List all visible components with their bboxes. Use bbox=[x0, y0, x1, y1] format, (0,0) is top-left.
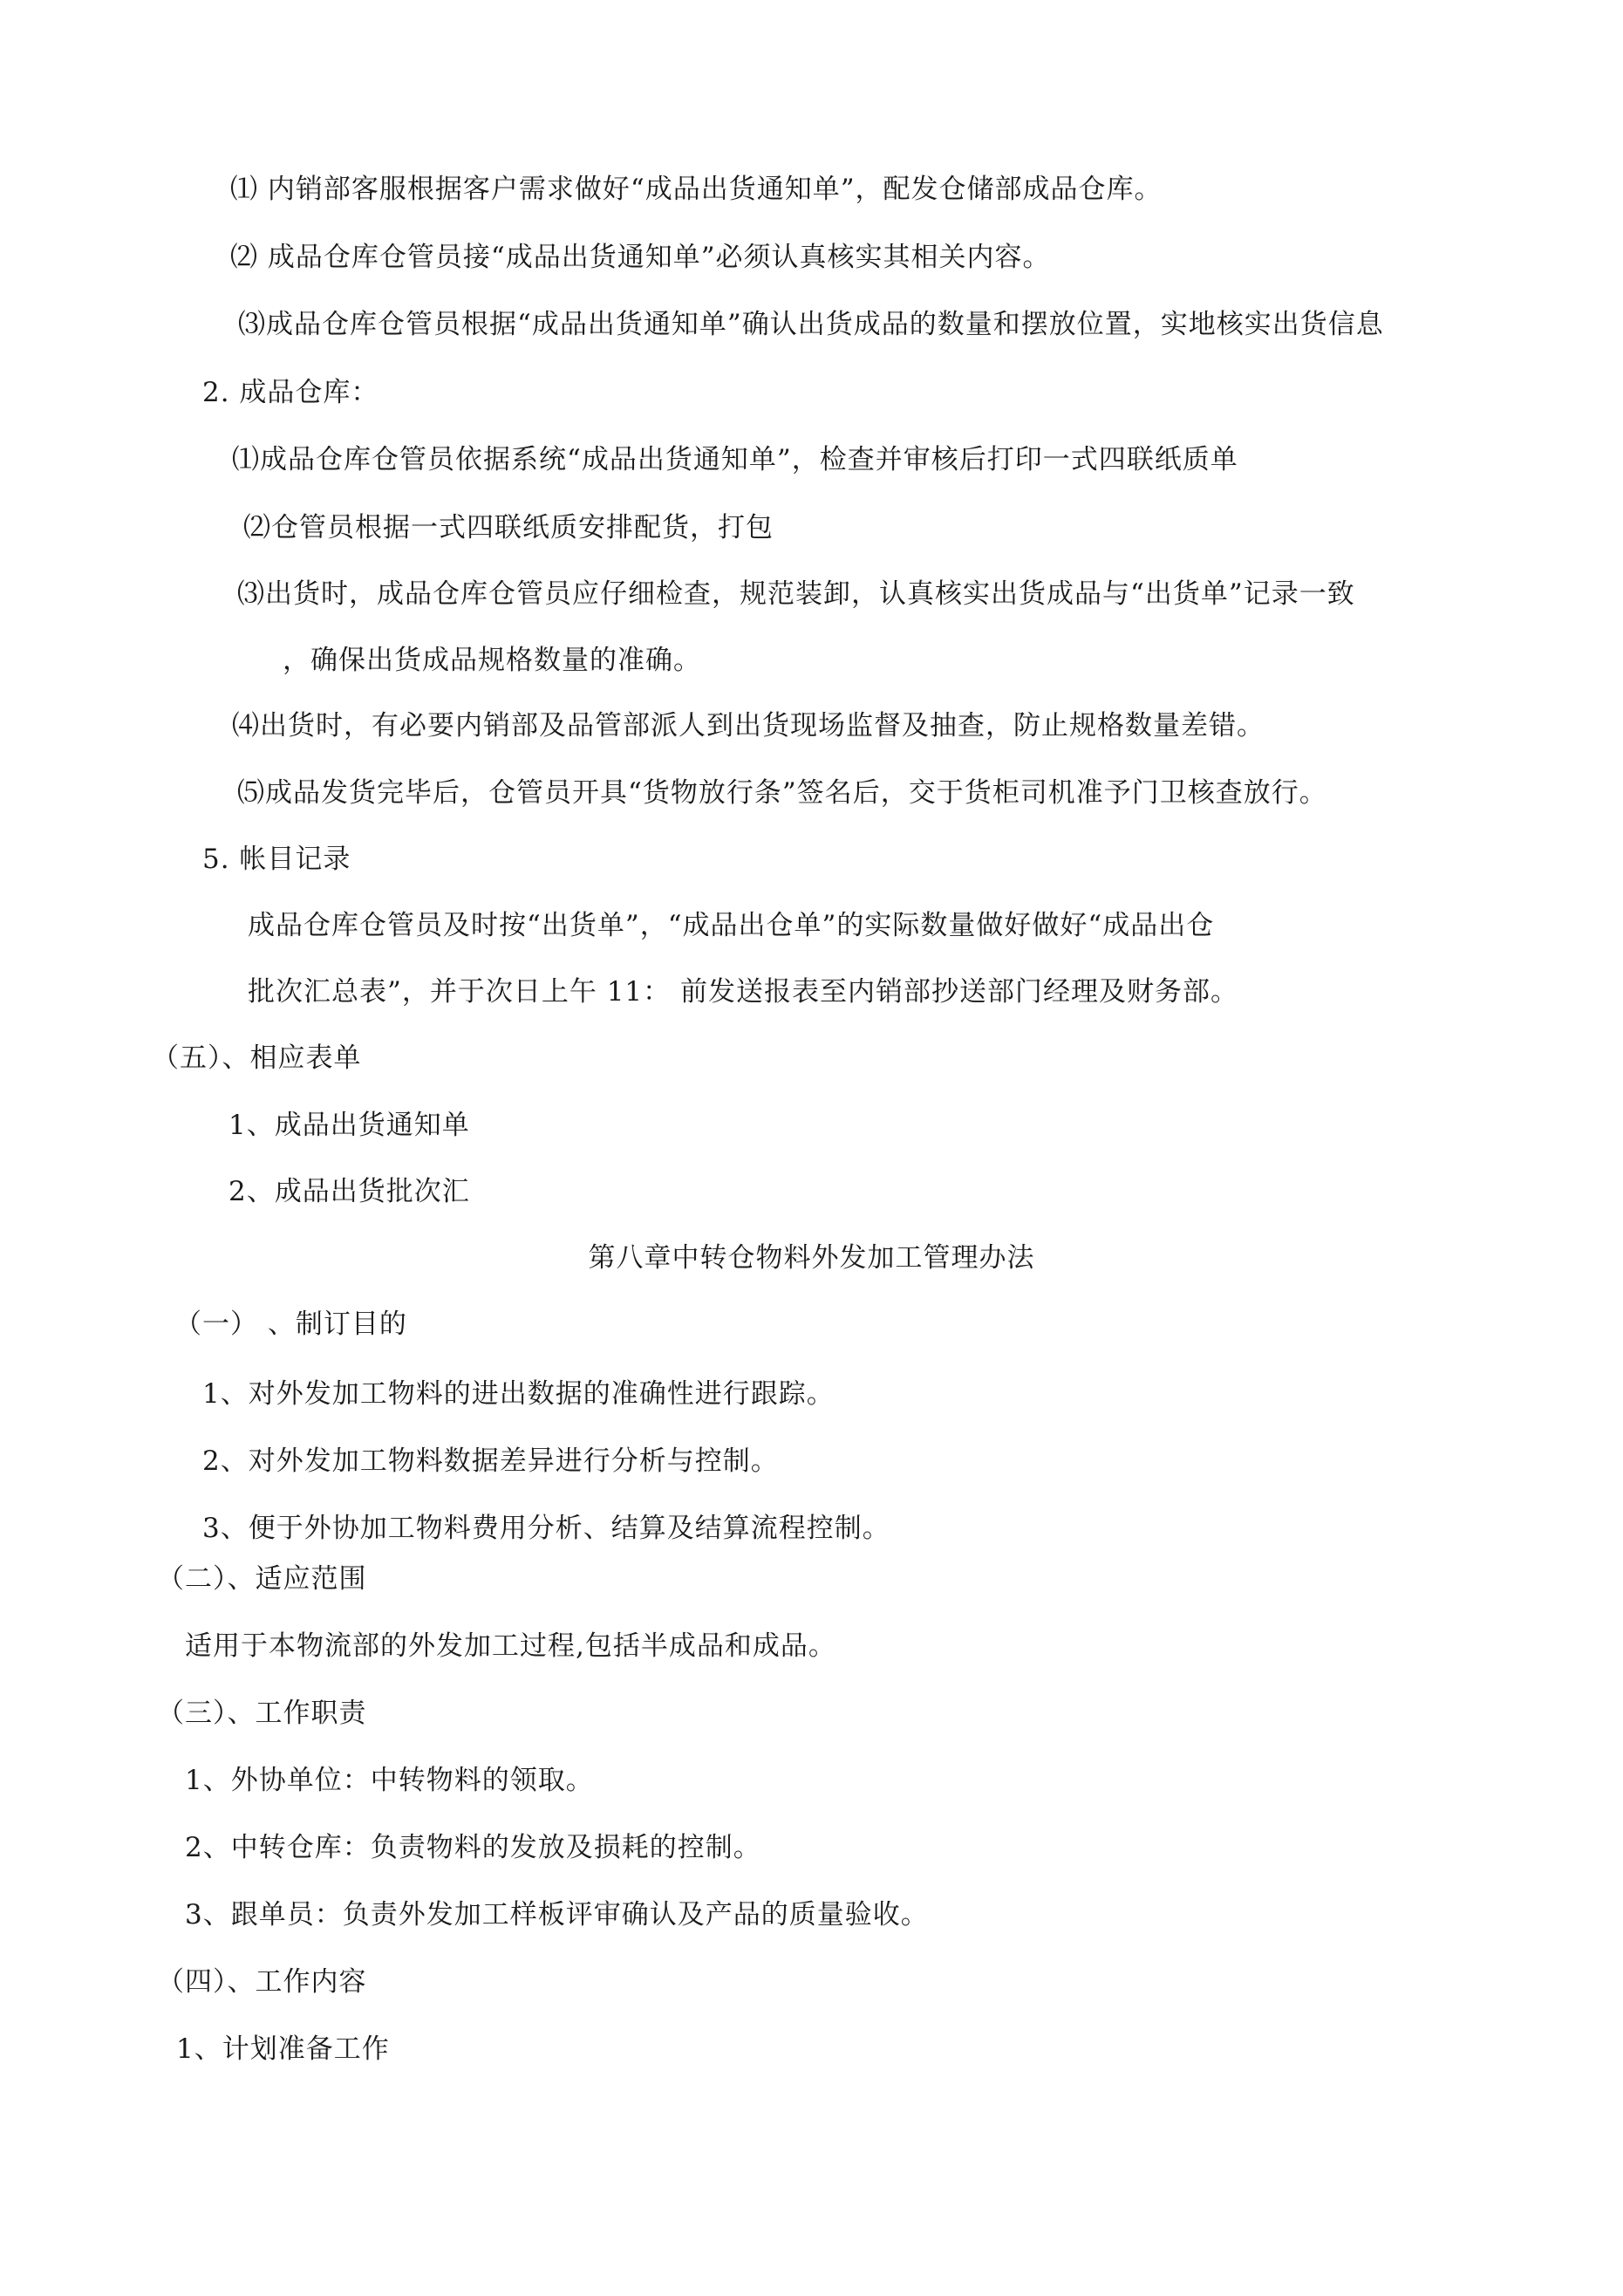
records-paragraph-line-2: 批次汇总表”，并于次日上午 11： 前发送报表至内销部抄送部门经理及财务部。 bbox=[248, 976, 1238, 1008]
purpose-item-3: 3、便于外协加工物料费用分析、结算及结算流程控制。 bbox=[202, 1513, 890, 1544]
warehouse-item-3a: ⑶出货时，成品仓库仓管员应仔细检查，规范装卸，认真核实出货成品与“出货单”记录一致 bbox=[237, 578, 1355, 610]
records-heading: 5. 帐目记录 bbox=[202, 844, 351, 875]
chapter-title: 第八章中转仓物料外发加工管理办法 bbox=[588, 1242, 1035, 1274]
warehouse-heading: 2. 成品仓库： bbox=[202, 377, 379, 408]
purpose-item-2: 2、对外发加工物料数据差异进行分析与控制。 bbox=[202, 1445, 779, 1477]
duties-item-1: 1、外协单位：中转物料的领取。 bbox=[185, 1765, 594, 1796]
warehouse-item-4: ⑷出货时，有必要内销部及品管部派人到出货现场监督及抽查，防止规格数量差错。 bbox=[232, 710, 1265, 741]
warehouse-item-2: ⑵仓管员根据一式四联纸质安排配货，打包 bbox=[243, 512, 774, 543]
warehouse-item-1: ⑴成品仓库仓管员依据系统“成品出货通知单”，检查并审核后打印一式四联纸质单 bbox=[232, 444, 1238, 475]
purpose-item-1: 1、对外发加工物料的进出数据的准确性进行跟踪。 bbox=[202, 1378, 835, 1410]
shipping-item-1: ⑴ 内销部客服根据客户需求做好“成品出货通知单”，配发仓储部成品仓库。 bbox=[230, 174, 1163, 205]
scope-heading: （二）、适应范围 bbox=[157, 1563, 367, 1595]
purpose-heading: （一） 、制订目的 bbox=[174, 1309, 407, 1340]
duties-heading: （三）、工作职责 bbox=[157, 1698, 367, 1729]
forms-item-2: 2、成品出货批次汇 bbox=[228, 1176, 470, 1207]
shipping-item-2: ⑵ 成品仓库仓管员接“成品出货通知单”必须认真核实其相关内容。 bbox=[230, 242, 1051, 273]
forms-item-1: 1、成品出货通知单 bbox=[228, 1110, 470, 1141]
warehouse-item-5: ⑸成品发货完毕后，仓管员开具“货物放行条”签名后，交于货柜司机准予门卫核查放行。 bbox=[237, 777, 1327, 809]
content-heading: （四）、工作内容 bbox=[157, 1966, 367, 1998]
content-item-1: 1、计划准备工作 bbox=[176, 2033, 390, 2065]
duties-item-2: 2、中转仓库：负责物料的发放及损耗的控制。 bbox=[185, 1832, 761, 1863]
shipping-item-3: ⑶成品仓库仓管员根据“成品出货通知单”确认出货成品的数量和摆放位置，实地核实出货信息 bbox=[238, 309, 1384, 340]
scope-text: 适用于本物流部的外发加工过程,包括半成品和成品。 bbox=[185, 1630, 836, 1662]
records-paragraph-line-1: 成品仓库仓管员及时按“出货单”，“成品出仓单”的实际数量做好做好“成品出仓 bbox=[248, 910, 1215, 941]
duties-item-3: 3、跟单员：负责外发加工样板评审确认及产品的质量验收。 bbox=[185, 1899, 929, 1930]
warehouse-item-3b: ，确保出货成品规格数量的准确。 bbox=[283, 645, 701, 676]
forms-heading: （五）、相应表单 bbox=[152, 1042, 362, 1074]
